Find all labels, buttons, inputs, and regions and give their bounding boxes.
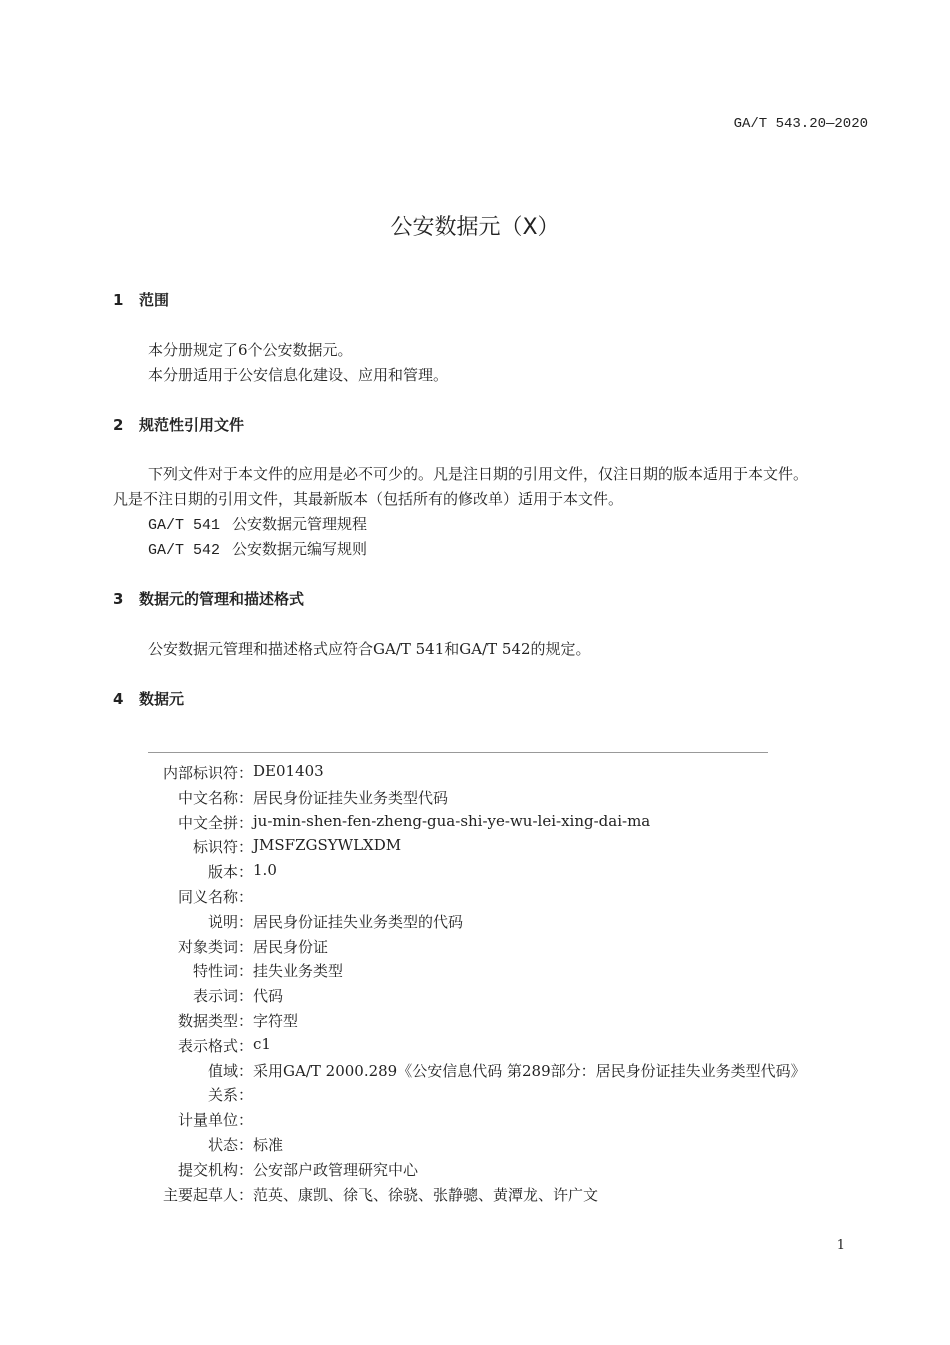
data-element-field xyxy=(110,1184,598,1205)
field-value: 挂失业务类型 xyxy=(253,962,344,981)
field-label: 版本 xyxy=(207,863,238,882)
field-label: 表示格式 xyxy=(177,1036,238,1055)
field-colon: ： xyxy=(238,1036,254,1055)
data-element-field xyxy=(110,861,277,882)
field-value: ju-min-shen-fen-zheng-gua-shi-ye-wu-lei-xing-dai-ma xyxy=(253,811,651,830)
data-element-field xyxy=(110,886,253,907)
data-element-field xyxy=(110,787,448,808)
field-colon: ： xyxy=(238,1061,254,1080)
section-heading-4: 4 数据元 xyxy=(113,690,185,708)
paragraph: 凡是不注日期的引用文件，其最新版本（包括所有的修改单）适用于本文件。 xyxy=(113,490,624,508)
paragraph: 公安数据元管理和描述格式应符合GA/T 541和GA/T 542的规定。 xyxy=(148,640,591,658)
data-element-field xyxy=(110,836,401,857)
field-colon: ： xyxy=(238,764,254,782)
field-value: 采用GA/T 2000.289《公安信息代码 第289部分：居民身份证挂失业务类型代码》 xyxy=(253,1061,806,1080)
field-label: 关系 xyxy=(207,1086,238,1105)
field-value: 标准 xyxy=(253,1136,284,1154)
field-label: 同义名称 xyxy=(177,888,238,906)
field-colon: ： xyxy=(238,937,254,956)
field-label: 计量单位 xyxy=(177,1111,238,1130)
field-label: 主要起草人 xyxy=(162,1185,238,1204)
reference-item: GA/T 541 公安数据元管理规程 xyxy=(148,515,368,534)
field-label: 数据类型 xyxy=(177,1012,238,1030)
field-value: 范英、康凯、徐飞、徐骁、张静骢、黄潭龙、许广文 xyxy=(253,1185,599,1204)
field-label: 标识符 xyxy=(192,838,238,857)
field-colon: ： xyxy=(238,813,254,832)
field-colon: ： xyxy=(238,788,254,807)
field-label: 状态 xyxy=(207,1136,238,1154)
data-element-field xyxy=(110,936,328,957)
field-value: 居民身份证挂失业务类型代码 xyxy=(253,788,449,807)
data-element-field xyxy=(110,1134,283,1155)
field-colon: ： xyxy=(238,1086,254,1105)
data-element-field xyxy=(110,762,324,783)
field-colon: ： xyxy=(238,1111,254,1130)
paragraph: 本分册规定了6个公安数据元。 xyxy=(148,341,353,359)
paragraph: 下列文件对于本文件的应用是必不可少的。凡是注日期的引用文件，仅注日期的版本适用于本文件。 xyxy=(148,465,809,483)
field-colon: ： xyxy=(238,1185,254,1204)
data-element-field xyxy=(110,1159,418,1180)
section-heading-2: 2 规范性引用文件 xyxy=(113,416,245,434)
field-value: DE01403 xyxy=(253,762,324,780)
field-colon: ： xyxy=(238,1012,254,1030)
field-value: 公安部户政管理研究中心 xyxy=(253,1160,419,1179)
field-value: JMSFZGSYWLXDM xyxy=(253,836,402,855)
field-colon: ： xyxy=(238,987,254,1006)
data-element-field xyxy=(110,985,283,1006)
data-element-field xyxy=(110,1109,253,1130)
field-value: 代码 xyxy=(253,987,284,1006)
field-label: 内部标识符 xyxy=(162,764,238,782)
data-element-field xyxy=(110,1084,253,1105)
reference-item: GA/T 542 公安数据元编写规则 xyxy=(148,540,368,559)
field-label: 中文名称 xyxy=(177,788,238,807)
field-label: 中文全拼 xyxy=(177,813,238,832)
data-element-field xyxy=(110,1010,298,1031)
field-label: 值域 xyxy=(207,1061,238,1080)
page-number: 1 xyxy=(836,1238,845,1253)
section-heading-3: 3 数据元的管理和描述格式 xyxy=(113,590,305,608)
field-value: 居民身份证 xyxy=(253,937,329,956)
data-element-field xyxy=(110,911,463,932)
field-value: 字符型 xyxy=(253,1012,299,1030)
data-element-field xyxy=(110,1060,806,1081)
field-colon: ： xyxy=(238,1160,254,1179)
field-colon: ： xyxy=(238,838,254,857)
field-value: c1 xyxy=(253,1034,271,1053)
field-colon: ： xyxy=(238,1136,254,1154)
field-value: 居民身份证挂失业务类型的代码 xyxy=(253,912,464,931)
field-label: 表示词 xyxy=(192,987,238,1006)
data-element-field xyxy=(110,812,650,833)
field-colon: ： xyxy=(238,863,254,882)
field-colon: ： xyxy=(238,962,254,981)
field-colon: ： xyxy=(238,888,254,906)
field-label: 对象类词 xyxy=(177,937,238,956)
field-label: 提交机构 xyxy=(177,1160,238,1179)
document-title: 公安数据元（X） xyxy=(390,215,560,240)
field-colon: ： xyxy=(238,912,254,931)
field-label: 特性词 xyxy=(192,962,238,981)
standard-number: GA/T 543.20—2020 xyxy=(733,116,868,132)
field-label: 说明 xyxy=(207,912,238,931)
field-value: 1.0 xyxy=(253,861,277,880)
data-element-field xyxy=(110,1035,271,1056)
section-heading-1: 1 范围 xyxy=(113,291,170,309)
data-element-field xyxy=(110,960,343,981)
paragraph: 本分册适用于公安信息化建设、应用和管理。 xyxy=(148,366,449,384)
divider xyxy=(148,752,768,753)
